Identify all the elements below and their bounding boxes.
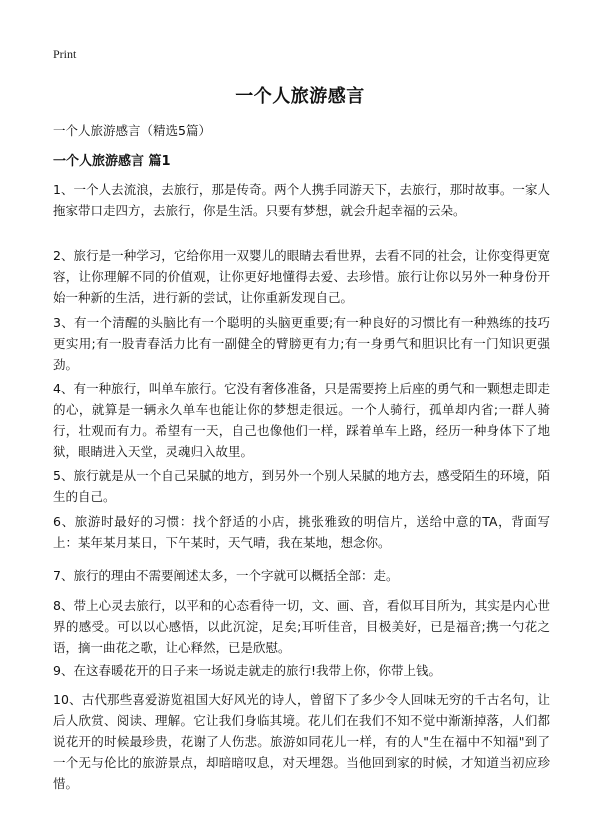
paragraph-5: 5、旅行就是从一个自己呆腻的地方，到另外一个别人呆腻的地方去，感受陌生的环境，陌生的自己。 xyxy=(53,468,550,504)
section-heading: 一个人旅游感言 篇1 xyxy=(53,154,171,169)
paragraph-10: 10、古代那些喜爱游览祖国大好风光的诗人，曾留下了多少令人回味无穷的千古名句，让后人欣赏、阅读、理解。它让我们身临其境。花儿们在我们不知不觉中渐渐掉落，人们都说花开的时候最珍贵，花谢了人伤悲。旅游如同花儿一样，有的人"生在福中不知福"到了一个无与伦比的旅游景点，却暗暗叹息，对天埋怨。当他回到家的时候，才知道当初应珍惜。 xyxy=(53,692,550,791)
paragraph-4: 4、有一种旅行，叫单车旅行。它没有奢侈准备，只是需要挎上后座的勇气和一颗想走即走的心，就算是一辆永久单车也能让你的梦想走很远。一个人骑行，孤单却内省;一群人骑行，壮观而有力。希望有一天，自己也像他们一样，踩着单车上路，经历一种身体下了地狱，眼睛进入天堂，灵魂归入故里。 xyxy=(53,381,550,459)
paragraph-6: 6、旅游时最好的习惯：找个舒适的小店，挑张雅致的明信片，送给中意的TA，背面写上：某年某月某日，下午某时，天气晴，我在某地，想念你。 xyxy=(53,514,550,550)
document-subtitle: 一个人旅游感言（精选5篇） xyxy=(53,123,211,138)
page-title: 一个人旅游感言 xyxy=(235,86,365,107)
paragraph-1: 1、一个人去流浪，去旅行，那是传奇。两个人携手同游天下，去旅行，那时故事。一家人拖家带口走四方，去旅行，你是生活。只要有梦想，就会升起幸福的云朵。 xyxy=(53,182,550,218)
paragraph-9: 9、在这春暖花开的日子来一场说走就走的旅行!我带上你，你带上钱。 xyxy=(53,663,441,678)
paragraph-8: 8、带上心灵去旅行，以平和的心态看待一切，文、画、音，看似耳目所为，其实是内心世界的感受。可以以心感悟，以此沉淀，足矣;耳听佳音，目极美好，已是福音;携一勺花之语，摘一曲花之歌，让心释然，已是欣慰。 xyxy=(53,598,550,655)
print-link[interactable]: Print xyxy=(53,47,77,61)
paragraph-7: 7、旅行的理由不需要阐述太多，一个字就可以概括全部：走。 xyxy=(53,568,399,583)
paragraph-3: 3、有一个清醒的头脑比有一个聪明的头脑更重要;有一种良好的习惯比有一种熟练的技巧更实用;有一股青春活力比有一副健全的臂膀更有力;有一身勇气和胆识比有一门知识更强劲。 xyxy=(53,315,550,372)
paragraph-2: 2、旅行是一种学习，它给你用一双婴儿的眼睛去看世界，去看不同的社会，让你变得更宽容，让你理解不同的价值观，让你更好地懂得去爱、去珍惜。旅行让你以另外一种身份开始一种新的生活，进行新的尝试，让你重新发现自己。 xyxy=(53,248,550,305)
